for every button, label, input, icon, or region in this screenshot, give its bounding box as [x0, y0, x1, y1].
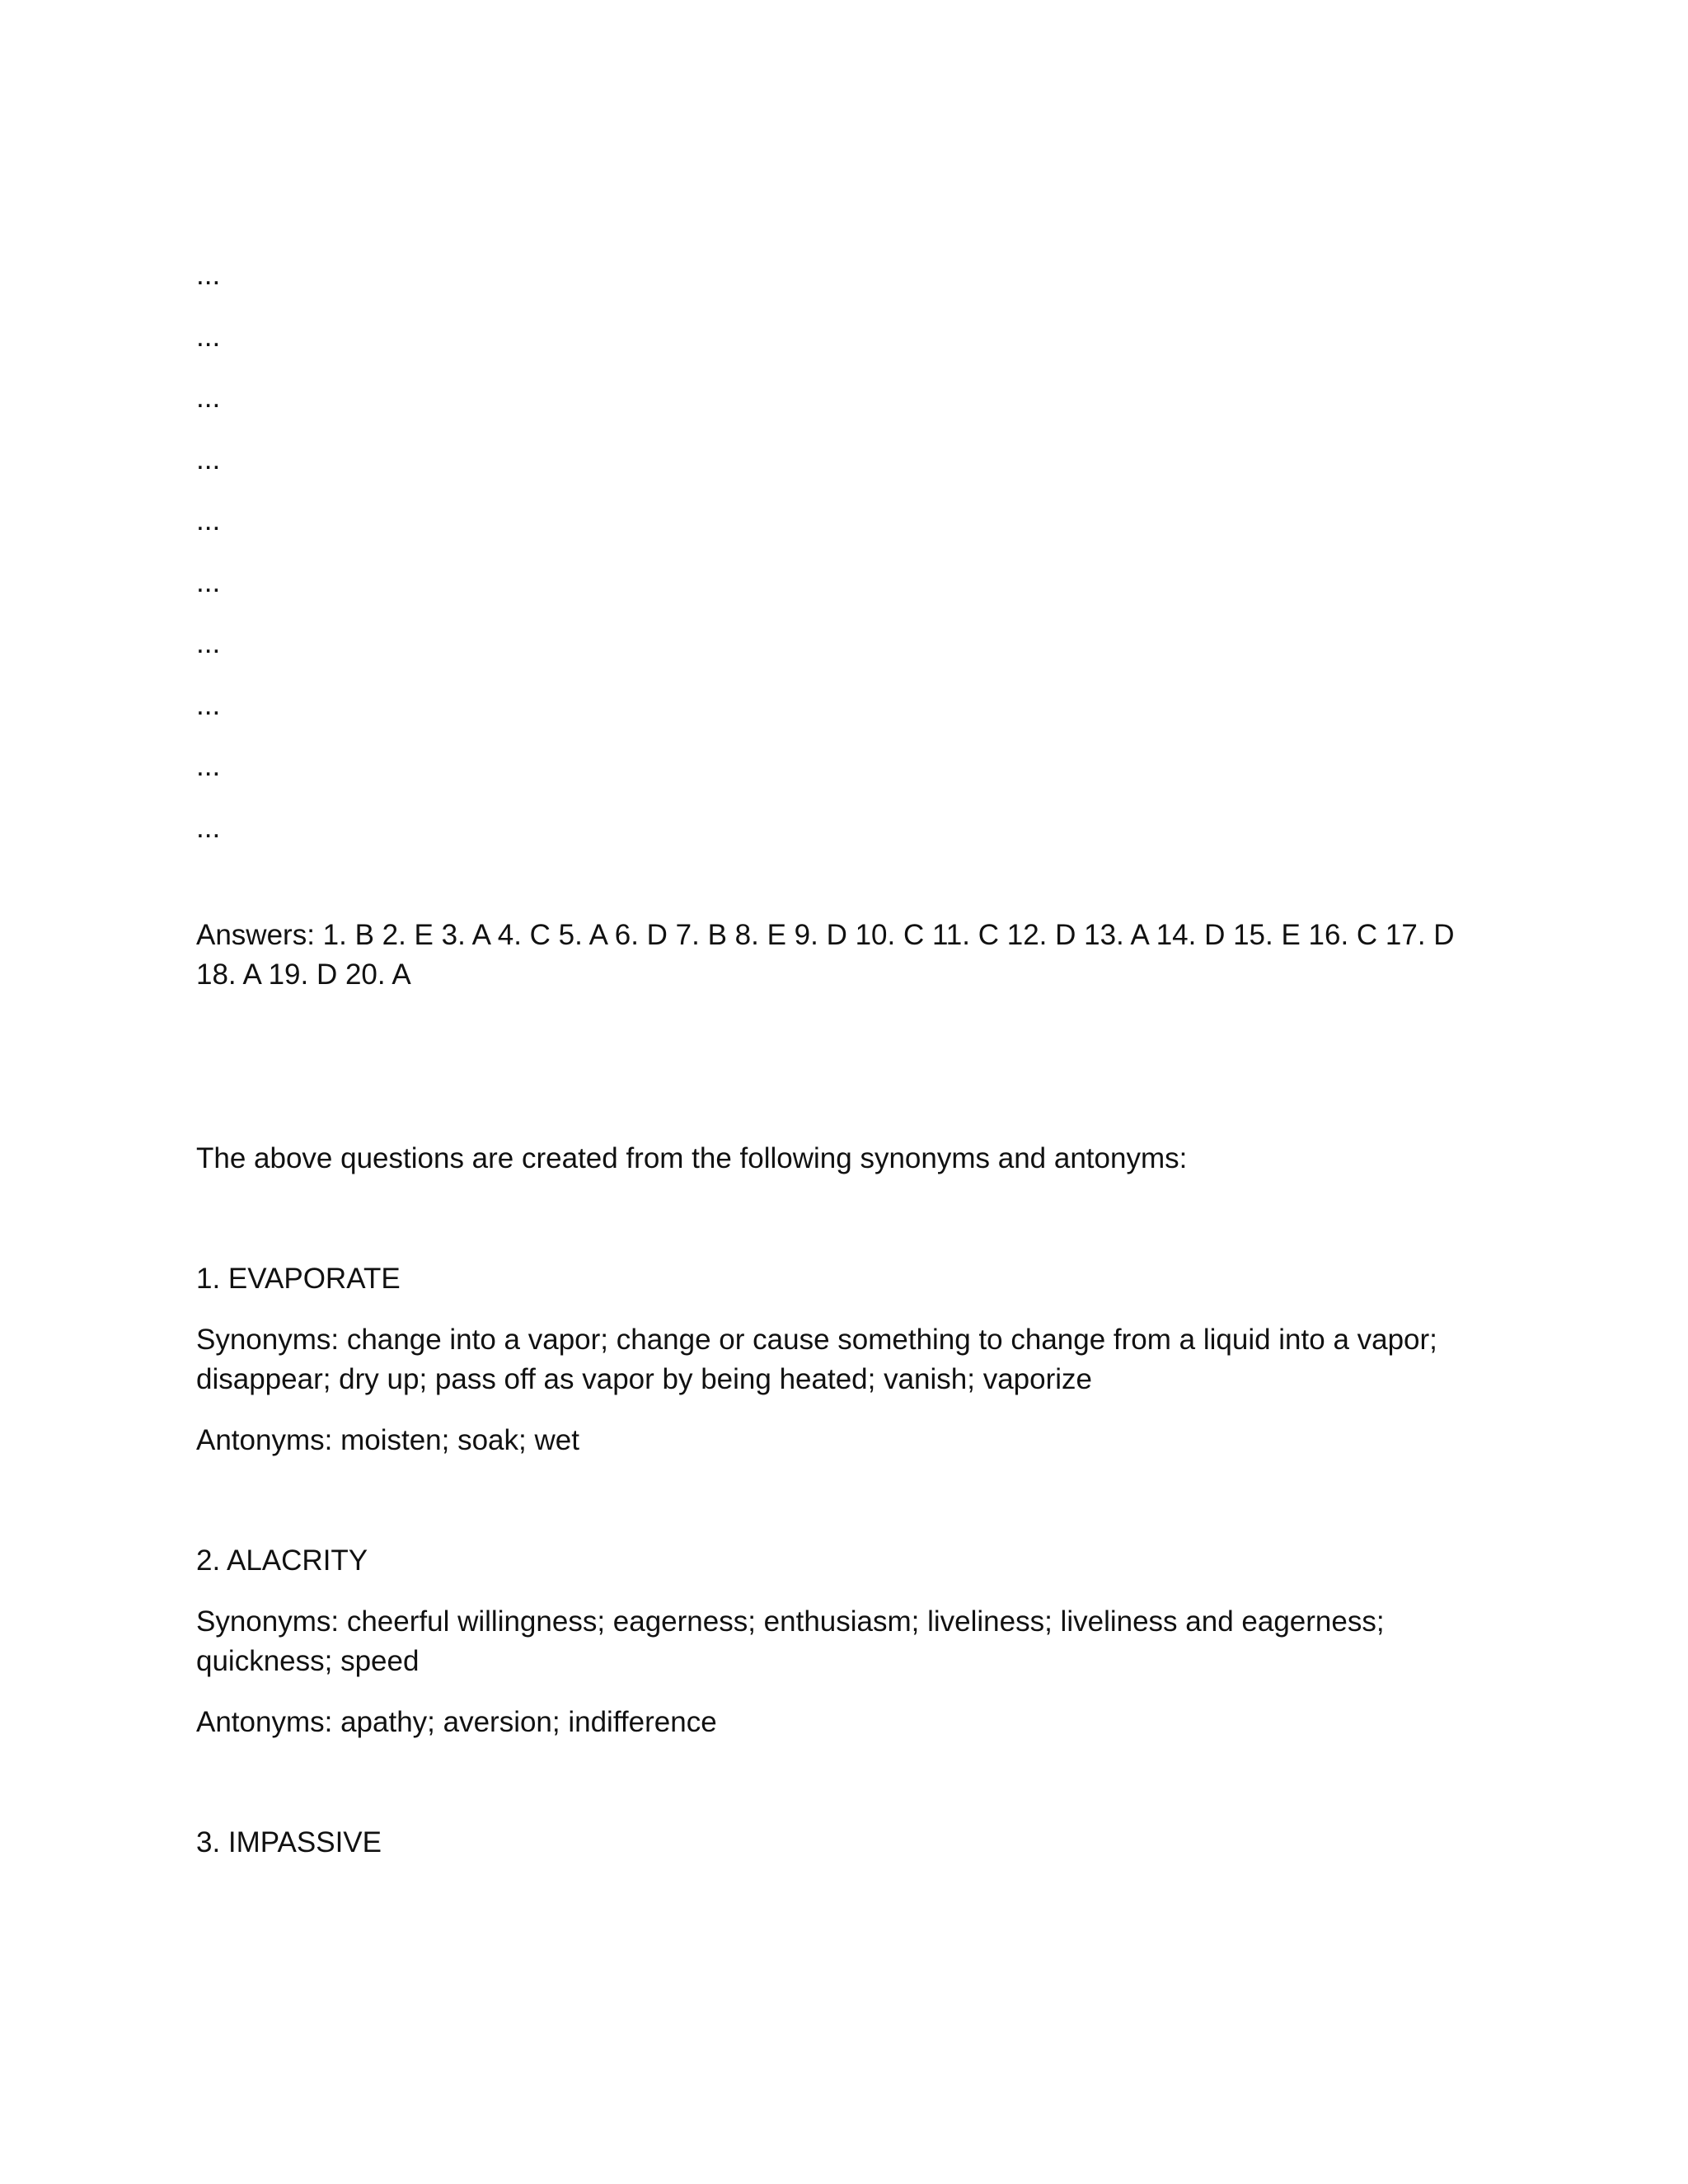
question-placeholder: ...	[196, 627, 221, 659]
question-placeholder: ...	[196, 443, 221, 476]
question-placeholder-list	[196, 255, 1494, 869]
question-placeholder: ...	[196, 811, 221, 844]
question-placeholder: ...	[196, 320, 221, 353]
term-entry	[196, 1823, 1494, 1863]
question-placeholder: ...	[196, 565, 221, 598]
question-placeholder: ...	[196, 259, 221, 291]
question-placeholder: ...	[196, 750, 221, 782]
intro-paragraph: The above questions are created from the following synonyms and antonyms:	[196, 1142, 1188, 1174]
term-entry	[196, 1541, 1494, 1742]
synonyms-line: Synonyms: cheerful willingness; eagerness; enthusiasm; liveliness; liveliness and eagerness; quickness; speed	[196, 1605, 1385, 1677]
term-title: 2. ALACRITY	[196, 1544, 368, 1577]
question-placeholder: ...	[196, 382, 221, 414]
question-placeholder: ...	[196, 504, 221, 537]
antonyms-line: Antonyms: moisten; soak; wet	[196, 1424, 579, 1456]
term-entry	[196, 1259, 1494, 1460]
synonyms-line: Synonyms: change into a vapor; change or cause something to change from a liquid into a vapor; disappear; dry up; pass off as vapor by being heated; vanish; vaporize	[196, 1324, 1437, 1395]
question-placeholder: ...	[196, 688, 221, 721]
antonyms-line: Antonyms: apathy; aversion; indifference	[196, 1706, 717, 1738]
answer-key: Answers: 1. B 2. E 3. A 4. C 5. A 6. D 7. B 8. E 9. D 10. C 11. C 12. D 13. A 14. D 15. E 16. C 17. D 18. A 19. D 20. A	[196, 919, 1455, 991]
term-title: 1. EVAPORATE	[196, 1263, 401, 1295]
document-body	[196, 255, 1494, 1863]
term-title: 3. IMPASSIVE	[196, 1826, 382, 1858]
